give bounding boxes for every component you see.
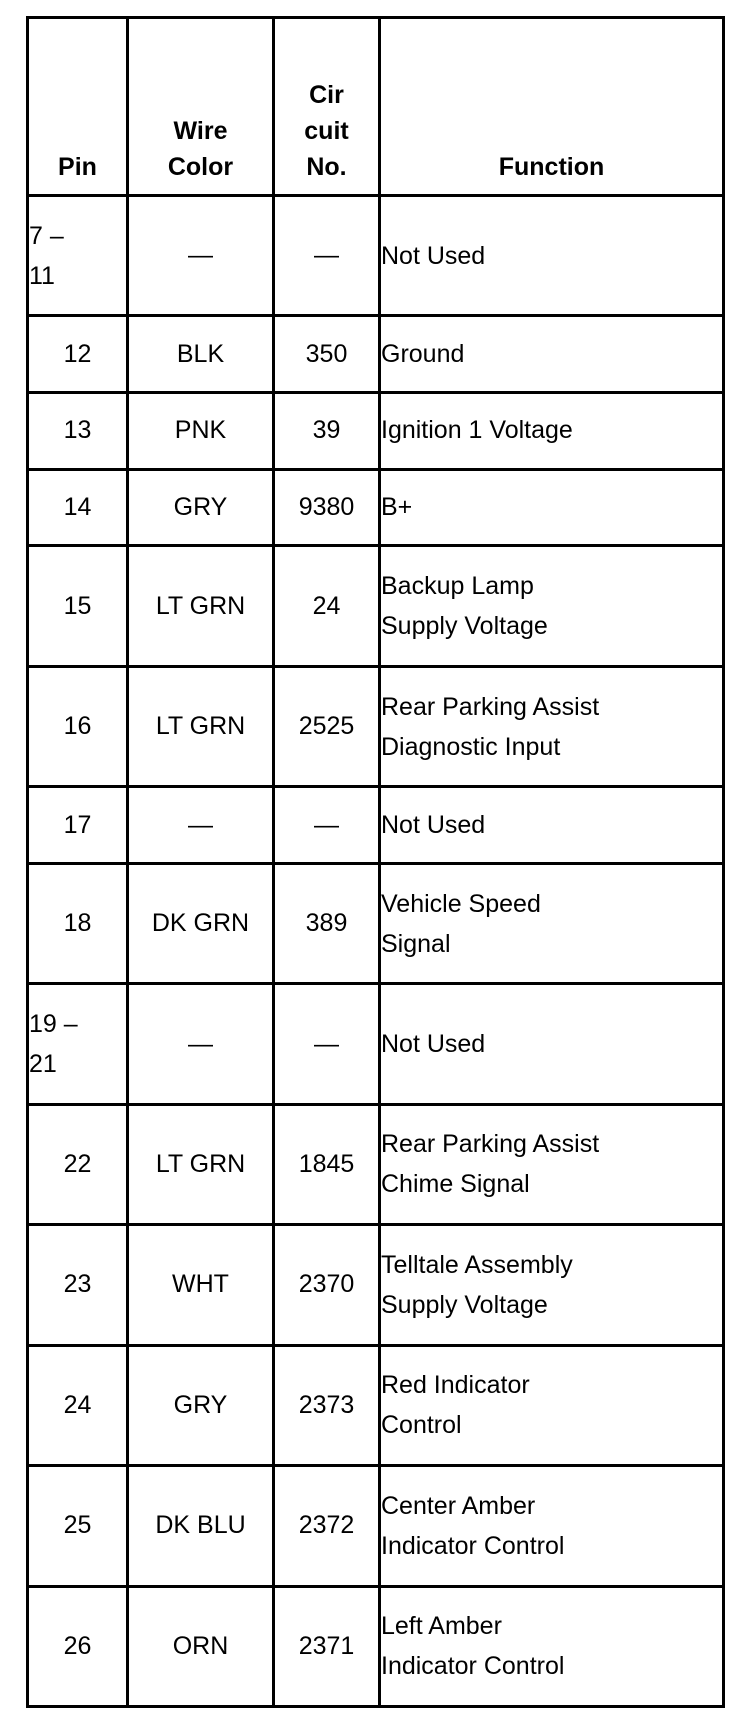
table-row: [28, 1345, 724, 1465]
table-row: [28, 469, 724, 546]
function-cell: Not Used: [380, 196, 724, 316]
pin-cell: 18: [28, 863, 128, 983]
circuit-cell: 2525: [274, 666, 380, 786]
circuit-cell: 2370: [274, 1225, 380, 1345]
wire-color-cell: —: [128, 787, 274, 864]
circuit-cell: 2371: [274, 1586, 380, 1707]
header-wire-color: Wire Color: [128, 18, 274, 196]
function-cell: Ground: [380, 316, 724, 393]
circuit-cell: —: [274, 787, 380, 864]
wire-color-cell: DK BLU: [128, 1466, 274, 1586]
function-cell: Vehicle Speed Signal: [380, 863, 724, 983]
wire-color-cell: LT GRN: [128, 546, 274, 666]
wire-color-cell: WHT: [128, 1225, 274, 1345]
function-cell: B+: [380, 469, 724, 546]
wire-color-cell: GRY: [128, 1345, 274, 1465]
pin-cell: 15: [28, 546, 128, 666]
table-row: [28, 393, 724, 470]
function-cell: Center Amber Indicator Control: [380, 1466, 724, 1586]
table-row: [28, 196, 724, 316]
wire-color-cell: GRY: [128, 469, 274, 546]
pin-cell: 23: [28, 1225, 128, 1345]
table-row: [28, 1104, 724, 1224]
circuit-cell: 389: [274, 863, 380, 983]
circuit-cell: 350: [274, 316, 380, 393]
table-row: [28, 1225, 724, 1345]
pin-cell: 14: [28, 469, 128, 546]
table-row: [28, 1586, 724, 1707]
table-row: [28, 787, 724, 864]
circuit-cell: 2372: [274, 1466, 380, 1586]
function-cell: Telltale Assembly Supply Voltage: [380, 1225, 724, 1345]
table-row: [28, 316, 724, 393]
function-cell: Ignition 1 Voltage: [380, 393, 724, 470]
circuit-cell: —: [274, 196, 380, 316]
circuit-cell: 9380: [274, 469, 380, 546]
wire-color-cell: ORN: [128, 1586, 274, 1707]
function-cell: Not Used: [380, 787, 724, 864]
wire-color-cell: DK GRN: [128, 863, 274, 983]
pin-cell: 13: [28, 393, 128, 470]
connector-pin-table: [26, 16, 725, 1708]
header-function: Function: [380, 18, 724, 196]
table-row: [28, 863, 724, 983]
pin-cell: 25: [28, 1466, 128, 1586]
circuit-cell: 24: [274, 546, 380, 666]
circuit-cell: 2373: [274, 1345, 380, 1465]
function-cell: Rear Parking Assist Diagnostic Input: [380, 666, 724, 786]
table-row: [28, 1466, 724, 1586]
header-row: [28, 18, 724, 196]
circuit-cell: 39: [274, 393, 380, 470]
pin-cell: 19 – 21: [28, 984, 128, 1104]
wire-color-cell: —: [128, 984, 274, 1104]
pin-cell: 12: [28, 316, 128, 393]
header-circuit-no: Cir cuit No.: [274, 18, 380, 196]
pin-cell: 7 – 11: [28, 196, 128, 316]
wire-color-cell: BLK: [128, 316, 274, 393]
table-row: [28, 666, 724, 786]
circuit-cell: 1845: [274, 1104, 380, 1224]
table-row: [28, 984, 724, 1104]
function-cell: Left Amber Indicator Control: [380, 1586, 724, 1707]
wire-color-cell: PNK: [128, 393, 274, 470]
pin-cell: 26: [28, 1586, 128, 1707]
wire-color-cell: —: [128, 196, 274, 316]
pin-cell: 16: [28, 666, 128, 786]
wire-color-cell: LT GRN: [128, 1104, 274, 1224]
function-cell: Backup Lamp Supply Voltage: [380, 546, 724, 666]
header-pin: Pin: [28, 18, 128, 196]
circuit-cell: —: [274, 984, 380, 1104]
pin-cell: 17: [28, 787, 128, 864]
wire-color-cell: LT GRN: [128, 666, 274, 786]
function-cell: Red Indicator Control: [380, 1345, 724, 1465]
pin-cell: 22: [28, 1104, 128, 1224]
function-cell: Rear Parking Assist Chime Signal: [380, 1104, 724, 1224]
function-cell: Not Used: [380, 984, 724, 1104]
table-row: [28, 546, 724, 666]
pin-cell: 24: [28, 1345, 128, 1465]
